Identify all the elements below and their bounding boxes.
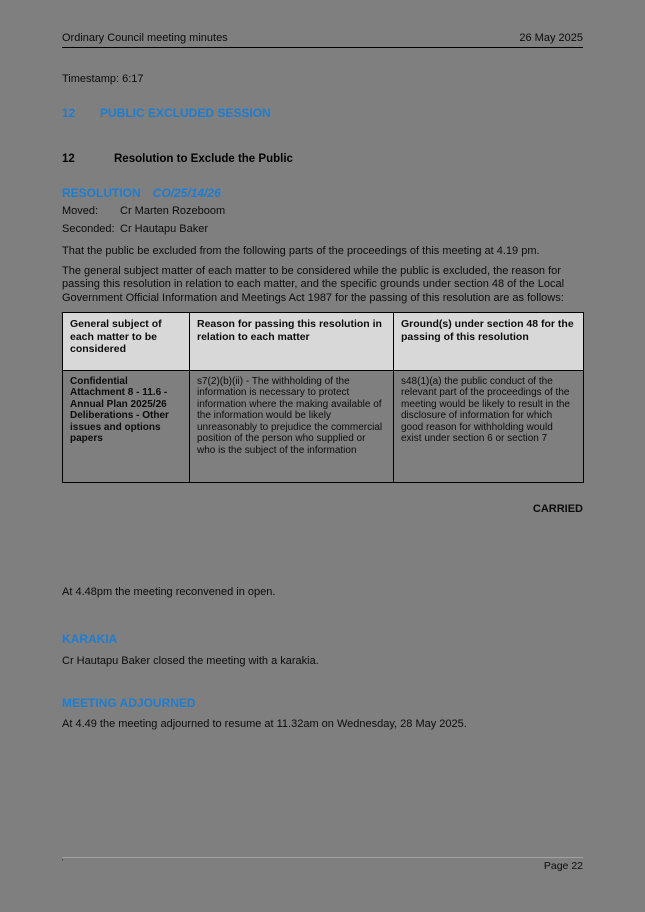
exclusion-table	[62, 312, 584, 483]
carried-label: CARRIED	[532, 502, 583, 515]
exclusion-paragraph: That the public be excluded from the following parts of the proceedings of this meeting at 4.19 pm.	[62, 245, 540, 257]
subsection-title: Resolution to Exclude the Public	[114, 153, 293, 165]
timestamp-text: Timestamp: 6:17	[62, 73, 144, 85]
resolution-heading	[62, 186, 583, 200]
document-header	[62, 0, 583, 48]
table-cell-grounds: s48(1)(a) the public conduct of the relevant part of the proceedings of the meeting would be likely to result in the disclosure of information for which good reason for withholding would exist under section 6 or section 7	[394, 370, 584, 482]
table-header-subject: General subject of each matter to be considered	[63, 313, 190, 371]
seconded-label: Seconded:	[62, 223, 115, 235]
subsection-heading	[62, 152, 583, 166]
resolution-label: RESOLUTION	[62, 186, 141, 200]
table-header-grounds: Ground(s) under section 48 for the passing of this resolution	[394, 313, 584, 371]
subsection-number: 12	[62, 153, 75, 165]
reconvened-text: At 4.48pm the meeting reconvened in open.	[62, 585, 276, 598]
document-footer	[62, 857, 583, 873]
page-number: Page 22	[543, 860, 583, 872]
meeting-adjourned-heading: MEETING ADJOURNED	[62, 695, 196, 710]
document-header-date: 26 May 2025	[519, 32, 583, 44]
section-title: PUBLIC EXCLUDED SESSION	[100, 106, 271, 120]
table-header-reason: Reason for passing this resolution in relation to each matter	[190, 313, 394, 371]
table-cell-subject: Confidential Attachment 8 - 11.6 - Annual Plan 2025/26 Deliberations - Other issues and options papers	[63, 370, 190, 482]
moved-label: Moved:	[62, 205, 99, 217]
footer-mark: '	[62, 858, 64, 867]
document-header-title: Ordinary Council meeting minutes	[62, 32, 228, 44]
moved-line	[62, 205, 583, 218]
seconded-name: Cr Hautapu Baker	[120, 223, 209, 235]
grounds-paragraph: The general subject matter of each matter to be considered while the public is excluded, the reason for passing this resolution in relation to each matter, and the specific grounds under section 48 of the Local Government Official Information and Meetings Act 1987 for the passing of this resolution are as follows:	[62, 264, 565, 304]
table-row	[63, 370, 584, 482]
section-number: 12	[62, 106, 76, 120]
section-heading	[62, 106, 583, 120]
karakia-heading: KARAKIA	[62, 631, 118, 646]
table-header-row	[63, 313, 584, 371]
resolution-code: CO/25/14/26	[152, 186, 221, 200]
moved-name: Cr Marten Rozeboom	[120, 205, 226, 217]
table-cell-reason: s7(2)(b)(ii) - The withholding of the information is necessary to protect information where the making available of the information would be likely unreasonably to prejudice the commercial position of the person who supplied or who is the subject of the information	[190, 370, 394, 482]
meeting-adjourned-text: At 4.49 the meeting adjourned to resume at 11.32am on Wednesday, 28 May 2025.	[62, 717, 467, 730]
seconded-line	[62, 223, 583, 236]
karakia-text: Cr Hautapu Baker closed the meeting with a karakia.	[62, 654, 319, 667]
